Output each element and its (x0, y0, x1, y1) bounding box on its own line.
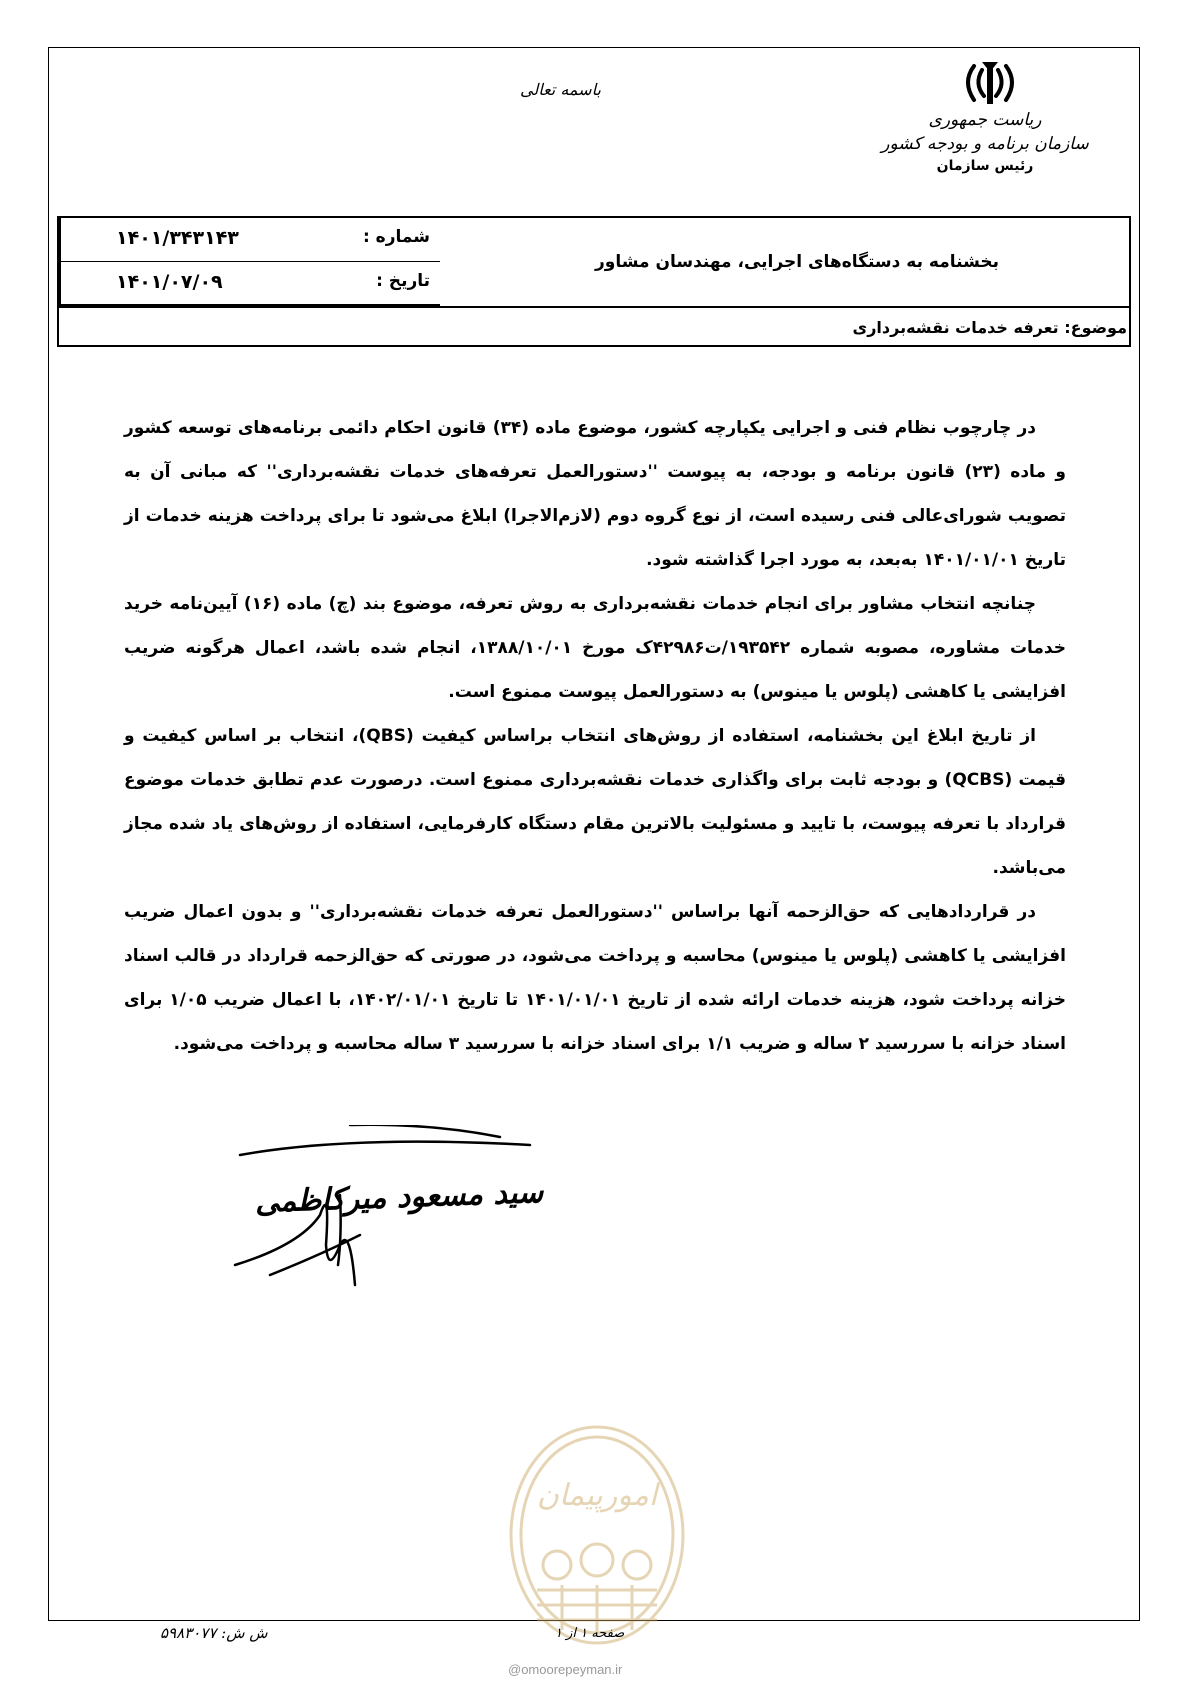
footer-site-handle: @omoorepeyman.ir (508, 1662, 623, 1677)
subject-line: موضوع: تعرفه خدمات نقشه‌برداری (852, 318, 1127, 337)
date-value: ۱۴۰۱/۰۷/۰۹ (116, 271, 223, 293)
recipients: بخشنامه به دستگاه‌های اجرایی، مهندسان مشاور (594, 252, 999, 272)
watermark-logo-icon (502, 1420, 692, 1650)
body-paragraph: از تاریخ ابلاغ این بخشنامه، استفاده از روش‌های انتخاب براساس کیفیت (QBS)، انتخاب بر اساس کیفیت و قیمت (QCBS) و بودجه ثابت برای واگذاری خدمات نقشه‌برداری ممنوع است. درصورت عدم تطابق خدمات موضوع قرارداد با تعرفه پیوست، با تایید و مسئولیت بالاترین مقام دستگاه کارفرمایی، استفاده از روش‌های یاد شده مجاز می‌باشد. (124, 726, 1067, 878)
body-paragraph: در قراردادهایی که حق‌الزحمه آنها براساس ''دستورالعمل تعرفه خدمات نقشه‌برداری'' و بدون اعمال ضریب افزایشی یا کاهشی (پلوس یا مینوس) محاسبه و پرداخت می‌شود، در صورتی که حق‌الزحمه قرارداد در قالب اسناد خزانه پرداخت شود، هزینه خدمات ارائه شده از تاریخ ۱۴۰۱/۰۱/۰۱ تا تاریخ ۱۴۰۲/۰۱/۰۱، با اعمال ضریب ۱/۰۵ برای اسناد خزانه با سررسید ۲ ساله و ضریب ۱/۱ برای اسناد خزانه با سررسید ۳ ساله محاسبه و پرداخت می‌شود. (124, 902, 1066, 1054)
org-line-organization: سازمان برنامه و بودجه کشور (881, 134, 1089, 154)
date-label: تاریخ : (376, 271, 430, 291)
watermark-text: امورپیمان (536, 1478, 658, 1513)
signature-name: سید مسعود میرکاظمی (254, 1174, 544, 1221)
letter-header-box (57, 216, 1131, 347)
footer-page-number: صفحه ۱ از ۱ (555, 1626, 625, 1641)
org-line-presidency: ریاست جمهوری (928, 110, 1042, 130)
iran-emblem-icon (960, 60, 1020, 106)
invocation-text: باسمه تعالی (520, 80, 601, 99)
org-title: رئیس سازمان (936, 158, 1034, 174)
header-divider (59, 306, 1129, 308)
footer-reference-code: ش ش: ۵۹۸۳۰۷۷ (160, 1624, 268, 1642)
number-label: شماره : (362, 227, 430, 247)
number-row (61, 218, 440, 262)
body-paragraph: در چارچوب نظام فنی و اجرایی یکپارچه کشور، موضوع ماده (۳۴) قانون احکام دائمی برنامه‌های توسعه کشور و ماده (۲۳) قانون برنامه و بودجه، به پیوست ''دستورالعمل تعرفه‌های خدمات نقشه‌برداری'' که مبانی آن به تصویب شورای‌عالی فنی رسیده است، از نوع گروه دوم (لازم‌الاجرا) ابلاغ می‌شود تا برای پرداخت هزینه خدمات از تاریخ ۱۴۰۱/۰۱/۰۱ به‌بعد، به مورد اجرا گذاشته شود. (124, 418, 1067, 570)
organization-block (880, 108, 1090, 174)
date-row (61, 262, 440, 305)
number-value: ۱۴۰۱/۳۴۳۱۴۳ (116, 227, 239, 249)
body-paragraph: چنانچه انتخاب مشاور برای انجام خدمات نقشه‌برداری به روش تعرفه، موضوع بند (چ) ماده (۱۶) آیین‌نامه خرید خدمات مشاوره، مصوبه شماره ۱۹۳۵۴۲/ت۴۲۹۸۶ک مورخ ۱۳۸۸/۱۰/۰۱، انجام شده باشد، اعمال هرگونه ضریب افزایشی یا کاهشی (پلوس یا مینوس) به دستورالعمل پیوست ممنوع است. (124, 594, 1067, 702)
meta-box (59, 218, 440, 306)
letter-body (124, 406, 1066, 1066)
